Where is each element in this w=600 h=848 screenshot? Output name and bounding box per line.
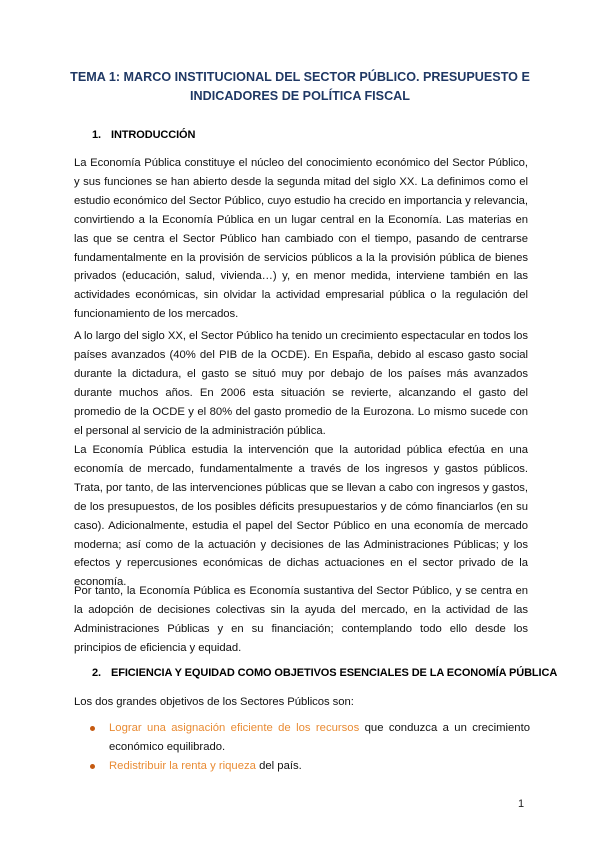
bullet-text: del país. xyxy=(255,759,302,772)
paragraph-4: Por tanto, la Economía Pública es Economía sustantiva del Sector Público, y se centra en la adopción de decisiones colectivas sin la ayuda del mercado, en la actividad de las Administraciones Públicas y en su financiación; contemplando todo ello desde los principios de eficiencia y equidad. xyxy=(74,585,528,654)
section-number: 2. xyxy=(92,667,101,679)
objectives-list xyxy=(90,719,530,776)
objectives-intro: Los dos grandes objetivos de los Sectores Públicos son: xyxy=(74,696,354,708)
list-item xyxy=(90,757,530,776)
paragraph-1: La Economía Pública constituye el núcleo del conocimiento económico del Sector Público, y sus funciones se han abierto desde la segunda mitad del siglo XX. La definimos como el estudio económico del Sector Público, cuyo estudio ha crecido en importancia y relevancia, convirtiendo a la Economía Pública en un lugar central en la Economía. Las materias en las que se centra el Sector Público han cambiado con el tiempo, pasando de centrarse fundamentalmente en la provisión de servicios públicos a la la provisión pública de bienes privados (educación, salud, vivienda…) y, en menor medida, interviene también en las actividades económicas, sin olvidar la actividad empresarial pública o la regulación del funcionamiento de los mercados. xyxy=(74,157,528,321)
bullet-icon xyxy=(90,726,95,731)
highlighted-text: Lograr una asignación eficiente de los recursos xyxy=(109,722,360,734)
page-number: 1 xyxy=(518,798,525,810)
section-heading-2 xyxy=(92,667,557,679)
section-number: 1. xyxy=(92,129,101,141)
paragraph-3: La Economía Pública estudia la intervención que la autoridad pública efectúa en una economía de mercado, fundamentalmente a través de los ingresos y gastos públicos. Trata, por tanto, de las intervenciones públicas que se llevan a cabo con ingresos y gastos, de los presupuestos, de los posibles déficits presupuestarios y de cómo financiarlos (en su caso). Adicionalmente, estudia el papel del Sector Público en una economía de mercado moderna; así como de la actuación y decisiones de las Administraciones Públicas; y los efectos y repercusiones económicas de dichas actuaciones en el sector privado de la economía. xyxy=(74,444,528,589)
document-title: TEMA 1: MARCO INSTITUCIONAL DEL SECTOR PÚBLICO. PRESUPUESTO E INDICADORES DE POLÍTICA FISCAL xyxy=(70,70,530,103)
section-heading-text: INTRODUCCIÓN xyxy=(111,129,196,141)
section-heading-text: EFICIENCIA Y EQUIDAD COMO OBJETIVOS ESENCIALES DE LA ECONOMÍA PÚBLICA xyxy=(111,667,558,679)
section-heading-1 xyxy=(92,129,195,141)
paragraph-2: A lo largo del siglo XX, el Sector Público ha tenido un crecimiento espectacular en todos los países avanzados (40% del PIB de la OCDE). En España, debido al escaso gasto social durante la dictadura, el gasto se situó muy por debajo de los países más avanzados durante muchos años. En 2006 esta situación se revierte, alcanzando el gasto del promedio de la OCDE y el 80% del gasto promedio de la Eurozona. Lo mismo sucede con el personal al servicio de la administración pública. xyxy=(74,330,528,437)
list-item xyxy=(90,719,530,757)
highlighted-text: Redistribuir la renta y riqueza xyxy=(109,759,256,772)
bullet-icon xyxy=(90,764,95,769)
bullet-text: que conduzca a un crecimiento económico equilibrado. xyxy=(109,722,531,753)
